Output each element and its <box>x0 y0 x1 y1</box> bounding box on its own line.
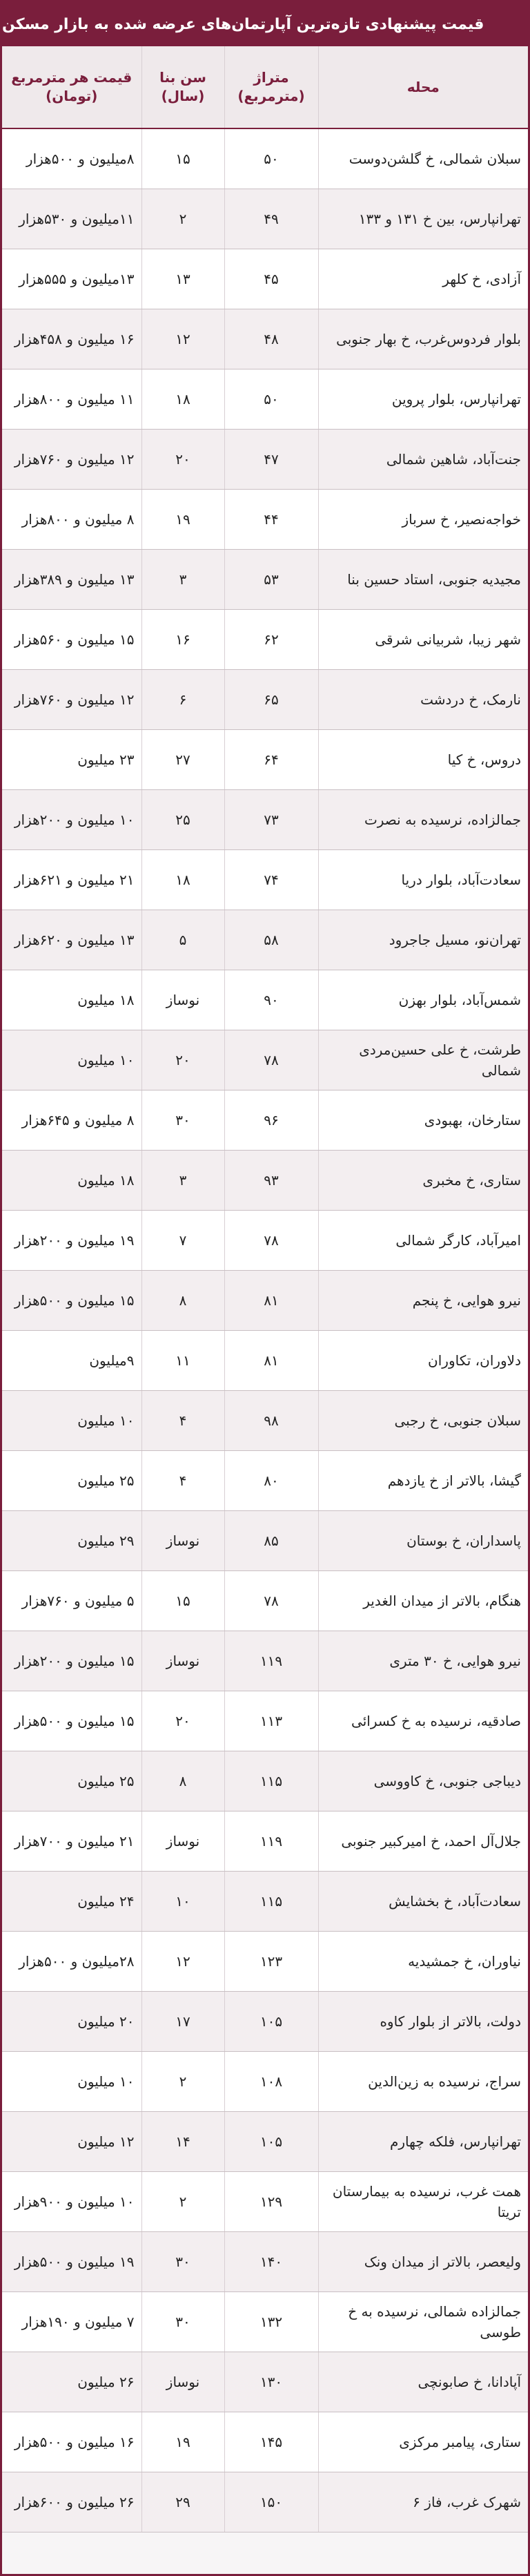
cell-age: ۲ <box>141 189 224 249</box>
cell-location: نیاوران، خ جمشیدیه <box>318 1931 528 1991</box>
cell-area: ۱۳۲ <box>224 2291 318 2352</box>
table-row <box>2 1150 528 1210</box>
cell-location: هنگام، بالاتر از میدان الغدیر <box>318 1570 528 1631</box>
cell-price: ۲۱ میلیون و ۶۲۱هزار <box>2 849 141 910</box>
cell-location: سعادت‌آباد، خ بخشایش <box>318 1871 528 1931</box>
cell-location: جلال‌آل احمد، خ امیرکبیر جنوبی <box>318 1811 528 1871</box>
table-row <box>2 669 528 729</box>
cell-price: ۸ میلیون و ۸۰۰هزار <box>2 489 141 549</box>
cell-location: تهرانپارس، بلوار پروین <box>318 369 528 429</box>
cell-age: ۳ <box>141 549 224 609</box>
apartment-price-table <box>2 46 528 2532</box>
table-row <box>2 2231 528 2291</box>
cell-area: ۱۱۳ <box>224 1691 318 1751</box>
table-row <box>2 1991 528 2051</box>
cell-location: سبلان جنوبی، خ رجبی <box>318 1390 528 1450</box>
cell-area: ۱۰۵ <box>224 1991 318 2051</box>
cell-area: ۹۳ <box>224 1150 318 1210</box>
cell-location: طرشت، خ علی حسین‌مردی شمالی <box>318 1030 528 1090</box>
cell-age: نوساز <box>141 1631 224 1691</box>
table-row <box>2 729 528 789</box>
cell-area: ۱۲۳ <box>224 1931 318 1991</box>
table-row <box>2 189 528 249</box>
table-row <box>2 549 528 609</box>
cell-location: ستاری، پیامبر مرکزی <box>318 2412 528 2472</box>
cell-age: ۴ <box>141 1390 224 1450</box>
table-row <box>2 789 528 849</box>
cell-location: سعادت‌آباد، بلوار دریا <box>318 849 528 910</box>
cell-location: شهرک غرب، فاز ۶ <box>318 2472 528 2532</box>
cell-price: ۱۵ میلیون و ۵۰۰هزار <box>2 1691 141 1751</box>
table-row <box>2 1691 528 1751</box>
cell-age: ۲۵ <box>141 789 224 849</box>
cell-age: ۲۰ <box>141 1691 224 1751</box>
cell-age: نوساز <box>141 970 224 1030</box>
cell-age: ۲ <box>141 2051 224 2111</box>
cell-price: ۱۰ میلیون و ۹۰۰هزار <box>2 2171 141 2231</box>
cell-area: ۱۰۸ <box>224 2051 318 2111</box>
header-price: قیمت هر مترمربع (تومان) <box>2 46 141 128</box>
cell-price: ۱۰ میلیون <box>2 1390 141 1450</box>
table-row <box>2 1931 528 1991</box>
cell-area: ۹۸ <box>224 1390 318 1450</box>
cell-price: ۸میلیون و ۵۰۰هزار <box>2 128 141 189</box>
cell-price: ۱۶ میلیون و ۴۵۸هزار <box>2 309 141 369</box>
cell-location: خواجه‌نصیر، خ سرباز <box>318 489 528 549</box>
table-row <box>2 249 528 309</box>
cell-area: ۷۸ <box>224 1570 318 1631</box>
cell-price: ۱۹ میلیون و ۲۰۰هزار <box>2 1210 141 1270</box>
cell-location: پاسداران، خ بوستان <box>318 1510 528 1570</box>
cell-price: ۸ میلیون و ۶۴۵هزار <box>2 1090 141 1150</box>
cell-area: ۱۲۹ <box>224 2171 318 2231</box>
cell-price: ۱۹ میلیون و ۵۰۰هزار <box>2 2231 141 2291</box>
header-row <box>2 46 528 128</box>
table-row <box>2 2171 528 2231</box>
table-row <box>2 1631 528 1691</box>
cell-area: ۵۳ <box>224 549 318 609</box>
table-row <box>2 1330 528 1390</box>
cell-age: ۱۵ <box>141 128 224 189</box>
cell-location: نیرو هوایی، خ ۳۰ متری <box>318 1631 528 1691</box>
cell-location: دیباجی جنوبی، خ کاووسی <box>318 1751 528 1811</box>
cell-area: ۱۵۰ <box>224 2472 318 2532</box>
table-row <box>2 1270 528 1330</box>
cell-price: ۲۵ میلیون <box>2 1450 141 1510</box>
cell-area: ۱۱۵ <box>224 1871 318 1931</box>
cell-price: ۲۳ میلیون <box>2 729 141 789</box>
cell-area: ۵۰ <box>224 128 318 189</box>
cell-price: ۱۲ میلیون <box>2 2111 141 2171</box>
cell-age: ۲۰ <box>141 429 224 489</box>
cell-area: ۴۹ <box>224 189 318 249</box>
cell-price: ۷ میلیون و ۱۹۰هزار <box>2 2291 141 2352</box>
cell-area: ۱۳۰ <box>224 2352 318 2412</box>
cell-location: نیرو هوایی، خ پنجم <box>318 1270 528 1330</box>
cell-age: ۸ <box>141 1270 224 1330</box>
cell-age: ۲۰ <box>141 1030 224 1090</box>
table-row <box>2 369 528 429</box>
cell-age: ۷ <box>141 1210 224 1270</box>
table-row <box>2 1811 528 1871</box>
cell-age: نوساز <box>141 2352 224 2412</box>
cell-area: ۴۸ <box>224 309 318 369</box>
table-row <box>2 910 528 970</box>
cell-price: ۲۴ میلیون <box>2 1871 141 1931</box>
table-row <box>2 1510 528 1570</box>
cell-price: ۱۰ میلیون و ۲۰۰هزار <box>2 789 141 849</box>
cell-area: ۹۰ <box>224 970 318 1030</box>
cell-age: ۱۹ <box>141 2412 224 2472</box>
cell-location: دولت، بالاتر از بلوار کاوه <box>318 1991 528 2051</box>
cell-area: ۶۵ <box>224 669 318 729</box>
cell-price: ۹میلیون <box>2 1330 141 1390</box>
cell-area: ۸۰ <box>224 1450 318 1510</box>
cell-location: ستاری، خ مخبری <box>318 1150 528 1210</box>
cell-location: مجیدیه جنوبی، استاد حسین بنا <box>318 549 528 609</box>
cell-area: ۱۱۹ <box>224 1811 318 1871</box>
cell-age: ۲ <box>141 2171 224 2231</box>
cell-price: ۲۰ میلیون <box>2 1991 141 2051</box>
cell-price: ۲۵ میلیون <box>2 1751 141 1811</box>
header-age: سن بنا (سال) <box>141 46 224 128</box>
cell-age: ۱۸ <box>141 849 224 910</box>
cell-age: ۱۴ <box>141 2111 224 2171</box>
cell-age: ۱۲ <box>141 1931 224 1991</box>
table-row <box>2 429 528 489</box>
cell-price: ۲۶ میلیون <box>2 2352 141 2412</box>
header-area: متراژ (مترمربع) <box>224 46 318 128</box>
cell-price: ۲۸میلیون و ۵۰۰هزار <box>2 1931 141 1991</box>
cell-price: ۱۲ میلیون و ۷۶۰هزار <box>2 669 141 729</box>
cell-area: ۱۱۵ <box>224 1751 318 1811</box>
table-row <box>2 1030 528 1090</box>
cell-location: صادقیه، نرسیده به خ کسرائی <box>318 1691 528 1751</box>
cell-price: ۱۲ میلیون و ۷۶۰هزار <box>2 429 141 489</box>
table-row <box>2 2352 528 2412</box>
cell-area: ۸۱ <box>224 1330 318 1390</box>
table-row <box>2 309 528 369</box>
table-row <box>2 1570 528 1631</box>
cell-age: ۱۶ <box>141 609 224 669</box>
cell-location: آزادی، خ کلهر <box>318 249 528 309</box>
table-row <box>2 1450 528 1510</box>
cell-location: تهرانپارس، بین خ ۱۳۱ و ۱۳۳ <box>318 189 528 249</box>
cell-price: ۱۸ میلیون <box>2 1150 141 1210</box>
cell-price: ۱۰ میلیون <box>2 1030 141 1090</box>
cell-area: ۱۴۵ <box>224 2412 318 2472</box>
cell-location: آپادانا، خ صابونچی <box>318 2352 528 2412</box>
table-row <box>2 2111 528 2171</box>
cell-age: ۸ <box>141 1751 224 1811</box>
cell-location: جمالزاده شمالی، نرسیده به خ طوسی <box>318 2291 528 2352</box>
cell-area: ۸۱ <box>224 1270 318 1330</box>
cell-price: ۱۰ میلیون <box>2 2051 141 2111</box>
cell-price: ۱۵ میلیون و ۵۶۰هزار <box>2 609 141 669</box>
table-row <box>2 2412 528 2472</box>
cell-price: ۱۳میلیون و ۵۵۵هزار <box>2 249 141 309</box>
table-row <box>2 1090 528 1150</box>
cell-price: ۱۳ میلیون و ۶۲۰هزار <box>2 910 141 970</box>
cell-price: ۱۳ میلیون و ۳۸۹هزار <box>2 549 141 609</box>
table-row <box>2 489 528 549</box>
cell-area: ۴۷ <box>224 429 318 489</box>
cell-area: ۴۴ <box>224 489 318 549</box>
cell-age: ۵ <box>141 910 224 970</box>
cell-price: ۱۸ میلیون <box>2 970 141 1030</box>
cell-location: جمالزاده، نرسیده به نصرت <box>318 789 528 849</box>
cell-age: ۱۸ <box>141 369 224 429</box>
cell-area: ۷۳ <box>224 789 318 849</box>
cell-age: ۶ <box>141 669 224 729</box>
header-location: محله <box>318 46 528 128</box>
table-row <box>2 970 528 1030</box>
table-row <box>2 1210 528 1270</box>
cell-area: ۱۴۰ <box>224 2231 318 2291</box>
cell-price: ۱۵ میلیون و ۵۰۰هزار <box>2 1270 141 1330</box>
cell-age: ۱۵ <box>141 1570 224 1631</box>
table-row <box>2 1751 528 1811</box>
cell-area: ۹۶ <box>224 1090 318 1150</box>
cell-location: تهران‌نو، مسیل جاجرود <box>318 910 528 970</box>
cell-location: ستارخان، بهبودی <box>318 1090 528 1150</box>
cell-price: ۱۵ میلیون و ۲۰۰هزار <box>2 1631 141 1691</box>
table-row <box>2 1390 528 1450</box>
cell-price: ۲۶ میلیون و ۶۰۰هزار <box>2 2472 141 2532</box>
cell-price: ۱۶ میلیون و ۵۰۰هزار <box>2 2412 141 2472</box>
table-title: قیمت پیشنهادی تازه‌ترین آپارتمان‌های عرضه شده به بازار مسکن <box>2 2 528 46</box>
cell-area: ۵۰ <box>224 369 318 429</box>
cell-location: جنت‌آباد، شاهین شمالی <box>318 429 528 489</box>
table-row <box>2 128 528 189</box>
table-row <box>2 849 528 910</box>
cell-area: ۷۸ <box>224 1030 318 1090</box>
cell-age: ۱۹ <box>141 489 224 549</box>
cell-location: سبلان شمالی، خ گلشن‌دوست <box>318 128 528 189</box>
cell-price: ۵ میلیون و ۷۶۰هزار <box>2 1570 141 1631</box>
cell-age: ۱۰ <box>141 1871 224 1931</box>
table-row <box>2 2291 528 2352</box>
cell-location: شهر زیبا، شربیانی شرقی <box>318 609 528 669</box>
cell-age: ۳۰ <box>141 1090 224 1150</box>
cell-area: ۵۸ <box>224 910 318 970</box>
cell-area: ۷۴ <box>224 849 318 910</box>
table-row <box>2 2051 528 2111</box>
cell-area: ۴۵ <box>224 249 318 309</box>
cell-age: ۱۱ <box>141 1330 224 1390</box>
cell-location: تهرانپارس، فلکه چهارم <box>318 2111 528 2171</box>
cell-age: ۳۰ <box>141 2231 224 2291</box>
table-row <box>2 2472 528 2532</box>
cell-area: ۶۲ <box>224 609 318 669</box>
cell-age: ۳۰ <box>141 2291 224 2352</box>
cell-location: همت غرب، نرسیده به بیمارستان تریتا <box>318 2171 528 2231</box>
cell-location: دروس، خ کیا <box>318 729 528 789</box>
cell-area: ۷۸ <box>224 1210 318 1270</box>
cell-price: ۱۱ میلیون و ۸۰۰هزار <box>2 369 141 429</box>
cell-location: سراج، نرسیده به زین‌الدین <box>318 2051 528 2111</box>
cell-age: ۱۲ <box>141 309 224 369</box>
table-row <box>2 609 528 669</box>
cell-area: ۱۱۹ <box>224 1631 318 1691</box>
cell-price: ۱۱میلیون و ۵۳۰هزار <box>2 189 141 249</box>
cell-location: ولیعصر، بالاتر از میدان ونک <box>318 2231 528 2291</box>
cell-area: ۸۵ <box>224 1510 318 1570</box>
cell-location: شمس‌آباد، بلوار بهزن <box>318 970 528 1030</box>
cell-location: امیرآباد، کارگر شمالی <box>318 1210 528 1270</box>
cell-age: نوساز <box>141 1510 224 1570</box>
cell-age: ۳ <box>141 1150 224 1210</box>
table-row <box>2 1871 528 1931</box>
cell-location: نارمک، خ دردشت <box>318 669 528 729</box>
cell-location: گیشا، بالاتر از خ یازدهم <box>318 1450 528 1510</box>
cell-area: ۱۰۵ <box>224 2111 318 2171</box>
cell-location: دلاوران، تکاوران <box>318 1330 528 1390</box>
cell-age: ۴ <box>141 1450 224 1510</box>
cell-price: ۲۱ میلیون و ۷۰۰هزار <box>2 1811 141 1871</box>
cell-age: ۱۷ <box>141 1991 224 2051</box>
cell-age: ۲۷ <box>141 729 224 789</box>
cell-location: بلوار فردوس‌غرب، خ بهار جنوبی <box>318 309 528 369</box>
cell-price: ۲۹ میلیون <box>2 1510 141 1570</box>
cell-age: ۱۳ <box>141 249 224 309</box>
cell-area: ۶۴ <box>224 729 318 789</box>
cell-age: ۲۹ <box>141 2472 224 2532</box>
table-body <box>2 128 528 2532</box>
cell-age: نوساز <box>141 1811 224 1871</box>
